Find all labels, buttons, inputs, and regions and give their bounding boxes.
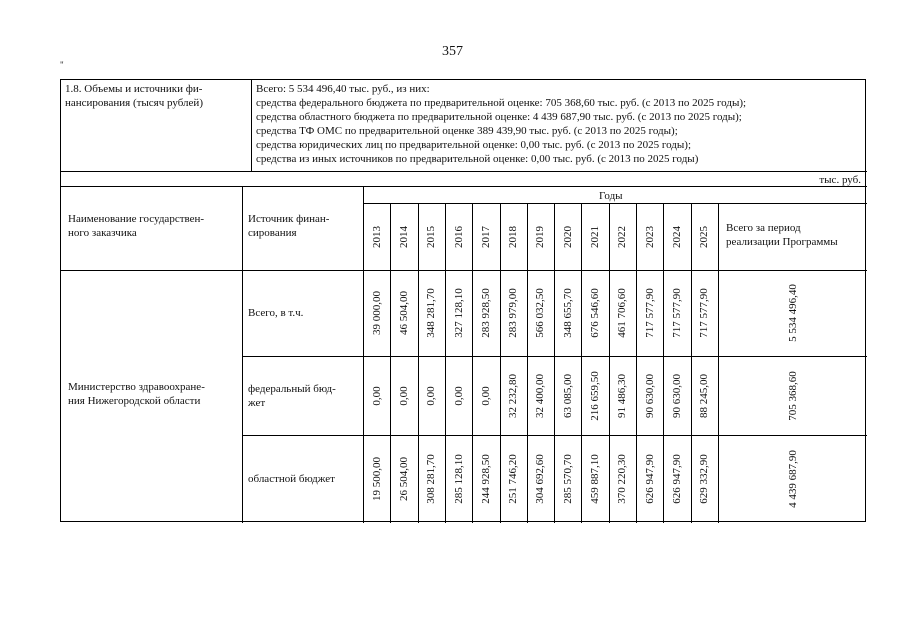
year-value-cell-text: 304 692,60 xyxy=(534,454,547,504)
year-value-cell-text: 88 245,00 xyxy=(698,373,711,418)
year-header-text: 2024 xyxy=(670,225,683,248)
year-value-cell-text: 717 577,90 xyxy=(670,288,683,338)
source-name: областной бюджет xyxy=(248,473,335,485)
year-header-text: 2023 xyxy=(643,225,656,248)
year-value-cell-text: 626 947,90 xyxy=(670,454,683,504)
table-rule xyxy=(61,171,867,172)
source-name: Всего, в т.ч. xyxy=(248,307,304,319)
year-header-text: 2018 xyxy=(507,225,520,248)
year-value-cell-text: 308 281,70 xyxy=(425,454,438,504)
section-label-line1: 1.8. Объемы и источники фи- xyxy=(65,83,203,95)
year-value-cell-text: 566 032,50 xyxy=(534,288,547,338)
summary-line: Всего: 5 534 496,40 тыс. руб., из них: xyxy=(256,83,430,95)
year-value-cell-text: 39 000,00 xyxy=(370,291,383,335)
table-rule xyxy=(581,203,582,523)
year-value-cell-text: 717 577,90 xyxy=(698,288,711,338)
year-header-text: 2015 xyxy=(425,225,438,248)
year-value-cell-text: 46 504,00 xyxy=(397,291,410,335)
year-header-text: 2021 xyxy=(589,225,601,248)
year-header-text: 2017 xyxy=(479,225,492,248)
table-rule xyxy=(61,270,867,271)
year-header-text: 2014 xyxy=(397,225,410,248)
table-rule xyxy=(445,203,446,523)
row-total-cell-text: 4 439 687,90 xyxy=(786,450,799,508)
source-name: жет xyxy=(248,396,266,409)
table-rule xyxy=(609,203,610,523)
table-rule xyxy=(636,203,637,523)
year-value-cell-text: 629 332,90 xyxy=(698,454,711,504)
year-value-cell-text: 459 887,10 xyxy=(589,454,601,504)
year-value-cell-text: 90 630,00 xyxy=(670,373,683,418)
year-value-cell-text: 676 546,60 xyxy=(589,288,601,338)
year-value-cell-text: 32 232,80 xyxy=(507,373,520,418)
year-value-cell-text: 0,00 xyxy=(479,385,492,406)
year-value-cell-text: 19 500,00 xyxy=(370,457,383,501)
table-rule xyxy=(663,203,664,523)
year-value-cell-text: 216 659,50 xyxy=(589,370,601,421)
table-rule xyxy=(472,203,473,523)
year-value-cell-text: 348 281,70 xyxy=(425,288,438,338)
year-value-cell-text: 626 947,90 xyxy=(643,454,656,504)
year-header-text: 2020 xyxy=(561,225,574,248)
year-value-cell-text: 63 085,00 xyxy=(561,373,574,418)
customer-name-line2: ния Нижегородской области xyxy=(68,395,201,407)
funding-summary xyxy=(256,82,746,166)
year-value-cell-text: 285 570,70 xyxy=(561,454,574,504)
source-header-line2: сирования xyxy=(248,227,297,239)
year-header-text: 2022 xyxy=(616,225,629,248)
year-value-cell-text: 0,00 xyxy=(425,385,438,406)
year-value-cell-text: 32 400,00 xyxy=(534,373,547,418)
summary-line: средства юридических лиц по предварительной оценке: 0,00 тыс. руб. (с 2013 по 2025 годы); xyxy=(256,139,691,151)
year-header-text: 2013 xyxy=(370,225,383,248)
source-header-line1: Источник финан- xyxy=(248,213,330,225)
table-rule xyxy=(390,203,391,523)
year-value-cell-text: 0,00 xyxy=(452,385,465,406)
quote-mark: " xyxy=(60,60,64,70)
table-rule xyxy=(363,203,867,204)
year-value-cell-text: 244 928,50 xyxy=(479,454,492,504)
year-value-cell-text: 461 706,60 xyxy=(616,288,629,338)
table-rule xyxy=(242,186,243,523)
table-rule xyxy=(718,203,719,523)
year-value-cell-text: 0,00 xyxy=(370,385,383,406)
units-label: тыс. руб. xyxy=(819,174,861,186)
summary-line: средства федерального бюджета по предварительной оценке: 705 368,60 тыс. руб. (с 2013 по 2025 годы); xyxy=(256,97,747,109)
section-divider xyxy=(251,80,252,171)
year-value-cell-text: 26 504,00 xyxy=(397,457,410,501)
year-value-cell-text: 327 128,10 xyxy=(452,288,465,338)
table-rule xyxy=(500,203,501,523)
year-value-cell-text: 0,00 xyxy=(397,385,410,406)
year-value-cell-text: 90 630,00 xyxy=(643,373,656,418)
table-rule xyxy=(363,186,364,523)
year-header-text: 2025 xyxy=(698,225,711,248)
section-label-line2: нансирования (тысяч рублей) xyxy=(65,97,203,109)
year-value-cell-text: 283 979,00 xyxy=(507,288,520,338)
table-rule xyxy=(554,203,555,523)
row-total-cell-text: 705 368,60 xyxy=(786,370,799,421)
year-value-cell-text: 285 128,10 xyxy=(452,454,465,504)
page-number: 357 xyxy=(442,44,463,59)
financing-table xyxy=(60,79,866,522)
summary-line: средства ТФ ОМС по предварительной оценке 389 439,90 тыс. руб. (с 2013 по 2025 годы); xyxy=(256,125,678,137)
summary-line: средства из иных источников по предварительной оценке: 0,00 тыс. руб. (с 2013 по 2025 годы) xyxy=(256,153,699,165)
summary-line: средства областного бюджета по предварительной оценке: 4 439 687,90 тыс. руб. (с 2013 по 2025 годы); xyxy=(256,111,742,123)
customer-header-line2: ного заказчика xyxy=(68,227,137,239)
year-value-cell-text: 251 746,20 xyxy=(507,454,520,504)
year-header-text: 2016 xyxy=(452,225,465,248)
total-header-line1: Всего за период xyxy=(726,222,801,234)
table-rule xyxy=(418,203,419,523)
year-value-cell-text: 348 655,70 xyxy=(561,288,574,338)
table-rule xyxy=(527,203,528,523)
years-header: Годы xyxy=(599,190,623,202)
year-value-cell-text: 283 928,50 xyxy=(479,288,492,338)
year-value-cell-text: 91 486,30 xyxy=(616,373,629,418)
table-rule xyxy=(691,203,692,523)
table-rule xyxy=(61,186,867,187)
customer-header-line1: Наименование государствен- xyxy=(68,213,205,225)
year-value-cell-text: 370 220,30 xyxy=(616,454,629,504)
year-value-cell-text: 717 577,90 xyxy=(643,288,656,338)
total-header-line2: реализации Программы xyxy=(726,236,838,248)
customer-name-line1: Министерство здравоохране- xyxy=(68,381,205,393)
year-header-text: 2019 xyxy=(534,225,547,248)
row-total-cell-text: 5 534 496,40 xyxy=(786,284,799,342)
source-name: федеральный бюд- xyxy=(248,382,336,395)
